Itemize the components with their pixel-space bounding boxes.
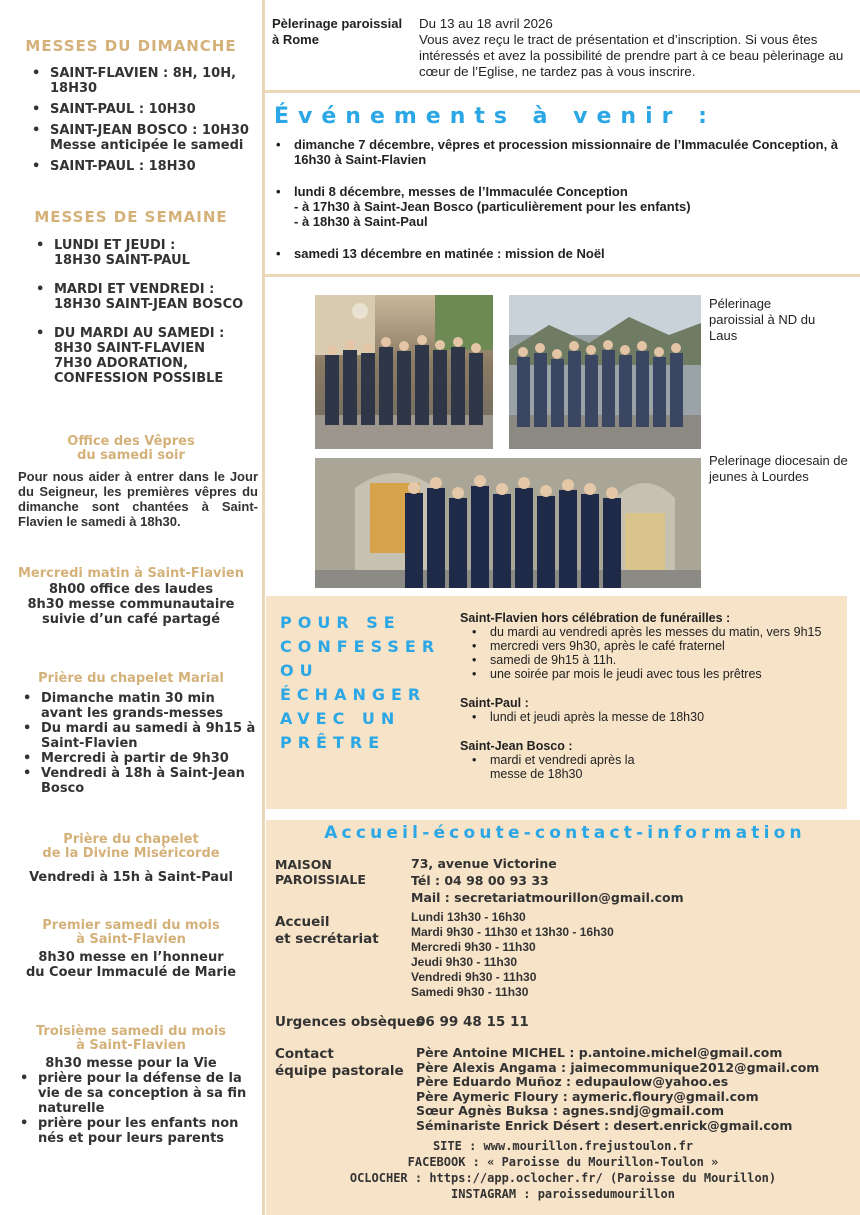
group-photo-icon [315, 295, 493, 449]
sp-heading: Saint-Paul : [460, 696, 529, 710]
chapelet-marial-list [23, 691, 259, 796]
list-item: • lundi 8 décembre, messes de l’Immaculée Conception - à 17h30 à Saint-Jean Bosco (particulièrement pour les enfants) - à 18h30 à Saint-Paul [272, 184, 857, 229]
rome-text: Du 13 au 18 avril 2026 Vous avez reçu le tract de présentation et d’inscription. Si vous êtes intéressés et avez la possibilité de prendre part à ce beau pèlerinage au cœur de l’Eglise, ne tardez pas à vous inscrire. [419, 16, 844, 79]
contact-item: Père Antoine MICHEL : p.antoine.michel@gmail.com [416, 1045, 783, 1060]
contact-label: Contact équipe pastorale [275, 1046, 404, 1079]
basilica-group-photo-icon [315, 458, 701, 588]
list-item: • LUNDI ET JEUDI : 18H30 SAINT-PAUL [36, 238, 262, 268]
maison-label: MAISON PAROISSIALE [275, 857, 366, 887]
urgences-label: Urgences obsèques [275, 1014, 424, 1030]
list-item: • samedi de 9h15 à 11h. [460, 653, 845, 667]
events-list [272, 137, 857, 278]
accueil-title: Accueil-écoute-contact-information [324, 823, 806, 843]
list-item: • Dimanche matin 30 min avant les grands-messes [23, 691, 259, 721]
confession-title: POUR SE CONFESSER OU ÉCHANGER AVEC UN PRÊTRE [280, 613, 441, 752]
messes-dimanche-title: MESSES DU DIMANCHE [25, 37, 237, 55]
chapelet-misericorde-title: Prière du chapelet de la Divine Miséricorde [42, 832, 220, 861]
secretariat-hours: Lundi 13h30 - 16h30 Mardi 9h30 - 11h30 et 13h30 - 16h30 Mercredi 9h30 - 11h30 Jeudi 9h30 - 11h30 Vendredi 9h30 - 11h30 Samedi 9h30 - 11h30 [411, 910, 614, 999]
photo-pelerinage-lourdes [315, 458, 701, 588]
list-item: • lundi et jeudi après la messe de 18h30 [460, 710, 845, 724]
premier-samedi-title: Premier samedi du mois à Saint-Flavien [42, 918, 220, 947]
messes-semaine-title: MESSES DE SEMAINE [34, 208, 228, 226]
list-item: • prière pour la défense de la vie de sa conception à sa fin naturelle [20, 1071, 256, 1116]
list-item: • prière pour les enfants non nés et pour leurs parents [20, 1116, 256, 1146]
mercredi-title: Mercredi matin à Saint-Flavien [17, 566, 245, 581]
list-item: • Du mardi au samedi à 9h15 à Saint-Flavien [23, 721, 259, 751]
list-item: • mercredi vers 9h30, après le café fraternel [460, 639, 845, 653]
chapelet-marial-title: Prière du chapelet Marial [38, 671, 224, 686]
divider-rome [265, 90, 860, 93]
caption-laus: Pélerinage paroissial à ND du Laus [709, 296, 816, 343]
contact-list [416, 1046, 819, 1133]
photo-pelerinage-laus-1 [315, 295, 493, 449]
confession-details [460, 611, 845, 781]
troisieme-samedi-title: Troisième samedi du mois à Saint-Flavien [35, 1024, 227, 1053]
photo-pelerinage-laus-2 [509, 295, 701, 449]
facebook-link[interactable]: FACEBOOK : « Paroisse du Mourillon-Toulon » [407, 1155, 719, 1169]
list-item: • mardi et vendredi après la messe de 18h30 [460, 753, 650, 781]
chapelet-misericorde-text: Vendredi à 15h à Saint-Paul [29, 870, 233, 885]
sjb-heading: Saint-Jean Bosco : [460, 739, 573, 753]
list-item: • SAINT-FLAVIEN : 8H, 10H, 18H30 [32, 66, 262, 96]
maison-details: 73, avenue Victorine Tél : 04 98 00 93 33 Mail : secretariatmourillon@gmail.com [411, 856, 684, 905]
troisieme-samedi-line: 8h30 messe pour la Vie [45, 1056, 217, 1071]
links-block [266, 1138, 860, 1202]
mercredi-lines: 8h00 office des laudes 8h30 messe communautaire suivie d’un café partagé [27, 582, 235, 627]
list-item: • samedi 13 décembre en matinée : mission de Noël [272, 246, 857, 261]
caption-lourdes: Pelerinage diocesain de jeunes à Lourdes [709, 453, 848, 484]
contact-item: Sœur Agnès Buksa : agnes.sndj@gmail.com [416, 1103, 724, 1118]
urgences-phone: 06 99 48 15 11 [416, 1014, 529, 1030]
site-link[interactable]: SITE : www.mourillon.frejustoulon.fr [432, 1139, 694, 1153]
premier-samedi-lines: 8h30 messe en l’honneur du Coeur Immaculé de Marie [25, 950, 237, 980]
list-item: • Mercredi à partir de 9h30 [23, 751, 259, 766]
mountain-group-photo-icon [509, 295, 701, 449]
list-item: • SAINT-PAUL : 18H30 [32, 159, 262, 174]
messes-dimanche-list [32, 66, 262, 174]
rome-label: Pèlerinage paroissial à Rome [272, 16, 403, 47]
list-item: • SAINT-JEAN BOSCO : 10H30 Messe anticipée le samedi [32, 123, 262, 153]
contact-item: Père Aymeric Floury : aymeric.floury@gmail.com [416, 1088, 759, 1104]
contact-item: Père Alexis Angama : jaimecommunique2012@gmail.com [416, 1059, 820, 1075]
vepres-text: Pour nous aider à entrer dans le Jour du Seigneur, les premières vêpres du dimanche sont chantées à Saint-Flavien le samedi à 18h30. [18, 469, 258, 529]
list-item: • SAINT-PAUL : 10H30 [32, 102, 262, 117]
column-divider [262, 0, 265, 1215]
messes-semaine-list [36, 238, 262, 386]
list-item: • Vendredi à 18h à Saint-Jean Bosco [23, 766, 259, 796]
events-title: Événements à venir : [274, 104, 716, 129]
list-item: • une soirée par mois le jeudi avec tous les prêtres [460, 667, 845, 681]
troisieme-samedi-list [20, 1071, 256, 1146]
vepres-title: Office des Vêpres du samedi soir [67, 434, 195, 463]
sf-heading: Saint-Flavien hors célébration de funérailles : [460, 611, 731, 625]
oclocher-link[interactable]: OCLOCHER : https://app.oclocher.fr/ (Paroisse du Mourillon) [349, 1171, 777, 1185]
list-item: • DU MARDI AU SAMEDI : 8H30 SAINT-FLAVIEN 7H30 ADORATION, CONFESSION POSSIBLE [36, 326, 262, 386]
contact-item: Séminariste Enrick Désert : desert.enrick@gmail.com [416, 1117, 793, 1133]
list-item: • dimanche 7 décembre, vêpres et procession missionnaire de l’Immaculée Conception, à 16h30 à Saint-Flavien [272, 137, 857, 167]
secretariat-label: Accueil et secrétariat [275, 914, 379, 947]
list-item: • MARDI ET VENDREDI : 18H30 SAINT-JEAN BOSCO [36, 282, 262, 312]
instagram-link[interactable]: INSTAGRAM : paroissedumourillon [451, 1187, 675, 1201]
contact-item: Père Eduardo Muñoz : edupaulow@yahoo.es [416, 1074, 729, 1089]
list-item: • du mardi au vendredi après les messes du matin, vers 9h15 [460, 625, 845, 639]
